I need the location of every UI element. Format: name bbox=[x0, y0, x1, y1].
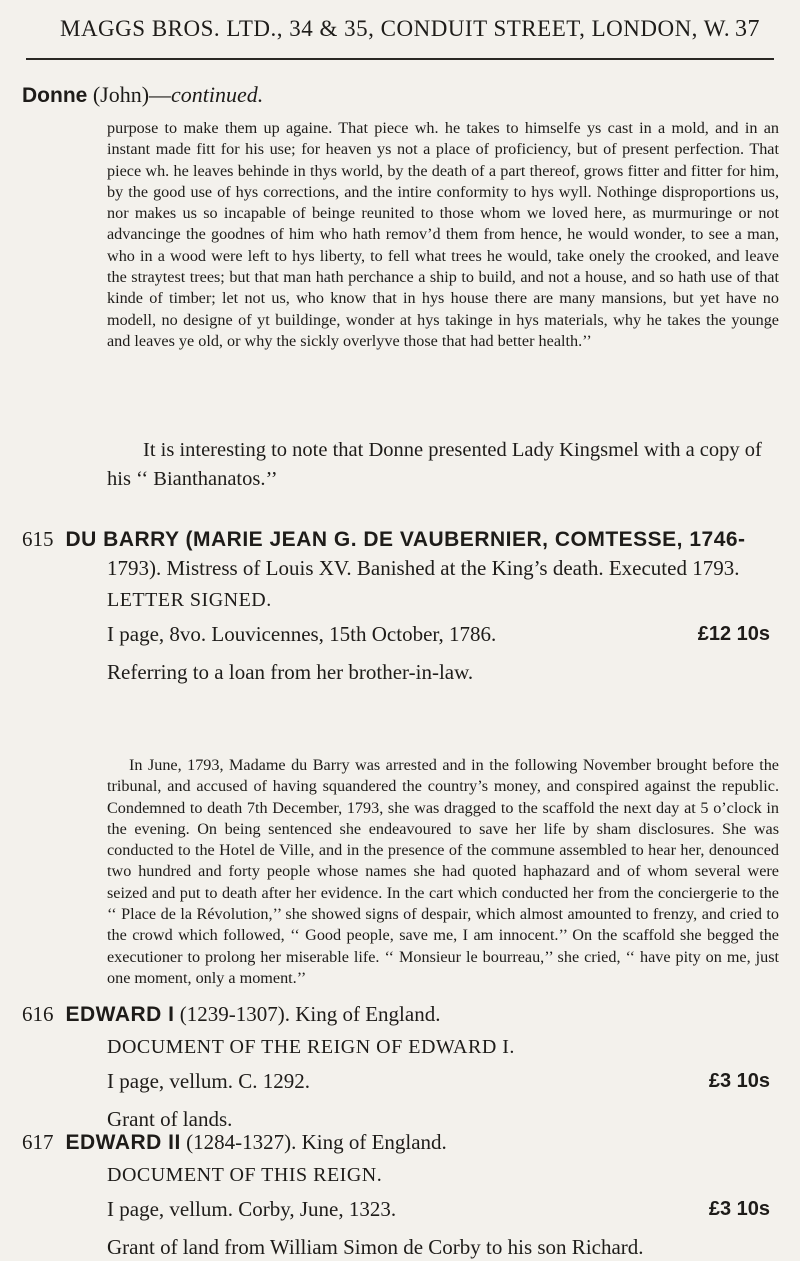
lot-price: £3 10s bbox=[708, 1198, 770, 1220]
continued-heading bbox=[22, 82, 263, 108]
lot-615-body: In June, 1793, Madame du Barry was arrested and in the following November brought before the tribunal, and accused of having squandered the country’s money, and conspired against the republic. Condemned to death 7th December, 1793, she was dragged to the scaffold the next day at 5 o’clock in the evening. On being sentenced she endeavoured to save her life by sham disclosures. She was conducted to the Hotel de Ville, and in the presence of the commune assembled to hear her, denounced two hundred and forty people whose names she had quoted haphazard and of whom several were seized and put to death after her evidence. In the cart which conducted her from the conciergerie to the ‘‘ Place de la Révolution,’’ she showed signs of despair, which almost amounted to frenzy, and cried to the crowd which followed, ‘‘ Good people, save me, I am innocent.’’ On the scaffold she begged the executioner to prolong her miserable life. ‘‘ Monsieur le bourreau,’’ she cried, ‘‘ have pity on me, just one moment, only a moment.’’ bbox=[107, 756, 779, 987]
running-header bbox=[60, 16, 760, 43]
lot-617 bbox=[22, 1128, 782, 1261]
page-number: 37 bbox=[735, 16, 760, 42]
lot-note: Referring to a loan from her brother-in-law. bbox=[107, 660, 474, 684]
lot-heading-name: EDWARD II bbox=[65, 1131, 181, 1154]
lot-description: I page, 8vo. Louvicennes, 15th October, 1786. bbox=[107, 622, 497, 646]
lot-note: Grant of lands. bbox=[107, 1107, 233, 1131]
lot-description-row bbox=[22, 1195, 782, 1223]
lot-number: 617 bbox=[22, 1130, 54, 1154]
firm-address: MAGGS BROS. LTD., 34 & 35, CONDUIT STREET, LONDON, W. bbox=[60, 16, 731, 41]
donne-note: It is interesting to note that Donne presented Lady Kingsmel with a copy of his ‘‘ Bianthanatos.’’ bbox=[107, 439, 762, 490]
header-rule bbox=[26, 58, 774, 60]
lot-caption: DOCUMENT OF THIS REIGN. bbox=[107, 1164, 383, 1186]
lot-heading bbox=[22, 1128, 782, 1157]
lot-caption: LETTER SIGNED. bbox=[107, 589, 272, 611]
lot-price: £12 10s bbox=[697, 623, 770, 645]
lot-heading-rest: (1284-1327). King of England. bbox=[186, 1130, 447, 1154]
lot-description-row bbox=[22, 620, 782, 648]
quote-paragraph: purpose to make them up againe. That piece wh. he takes to himselfe ys cast in a mold, and in an instant made fitt for his use; for heaven ys not a place of proficiency, but of present perfection. That piece wh. he leaves behinde in thys world, by the death of a part thereof, grows fitter and fitter for him, by the good use of hys corrections, and the intire conformity to hys wyll. Nothinge disproportions us, nor makes us so incapable of beinge reunited to those whom we loved here, as murmuringe or not advancinge the goodnes of him who hath remov’d them from hence, he would wonder, to see a man, who in a wood were left to hys liberty, to fell what trees he would, take onely the crooked, and leave the straytest trees; but that man hath perchance a ship to build, and not a house, and so hath use of that kinde of timber; let not us, who know that in hys house there are many mansions, but yet have no modell, no designe of yt buildinge, wonder at hys takinge in hys materials, why he takes the younge and leaves ye old, or why the sickly overlyve those that had better health.’’ bbox=[107, 119, 779, 350]
lot-heading-name: DU BARRY (MARIE JEAN G. DE VAUBERNIER, COMTESSE, 1746- bbox=[65, 528, 746, 551]
lot-heading bbox=[22, 1000, 782, 1029]
lot-note: Grant of land from William Simon de Corby to his son Richard. bbox=[107, 1235, 644, 1259]
lot-616 bbox=[22, 1000, 782, 1133]
lot-heading bbox=[22, 525, 782, 554]
lot-heading-continued: 1793). Mistress of Louis XV. Banished at the King’s death. Executed 1793. bbox=[107, 556, 740, 580]
lot-description-row bbox=[22, 1067, 782, 1095]
lot-number: 615 bbox=[22, 527, 54, 551]
lot-number: 616 bbox=[22, 1002, 54, 1026]
continued-rest: (John)— bbox=[92, 82, 172, 107]
continued-name: Donne bbox=[22, 84, 88, 107]
lot-description: I page, vellum. Corby, June, 1323. bbox=[107, 1197, 397, 1221]
lot-615 bbox=[22, 525, 782, 686]
lot-heading-name: EDWARD I bbox=[65, 1003, 175, 1026]
lot-heading-rest: (1239-1307). King of England. bbox=[179, 1002, 441, 1026]
continued-italic: continued. bbox=[171, 82, 264, 107]
lot-price: £3 10s bbox=[708, 1070, 770, 1092]
lot-caption: DOCUMENT OF THE REIGN OF EDWARD I. bbox=[107, 1036, 515, 1058]
lot-description: I page, vellum. C. 1292. bbox=[107, 1069, 310, 1093]
